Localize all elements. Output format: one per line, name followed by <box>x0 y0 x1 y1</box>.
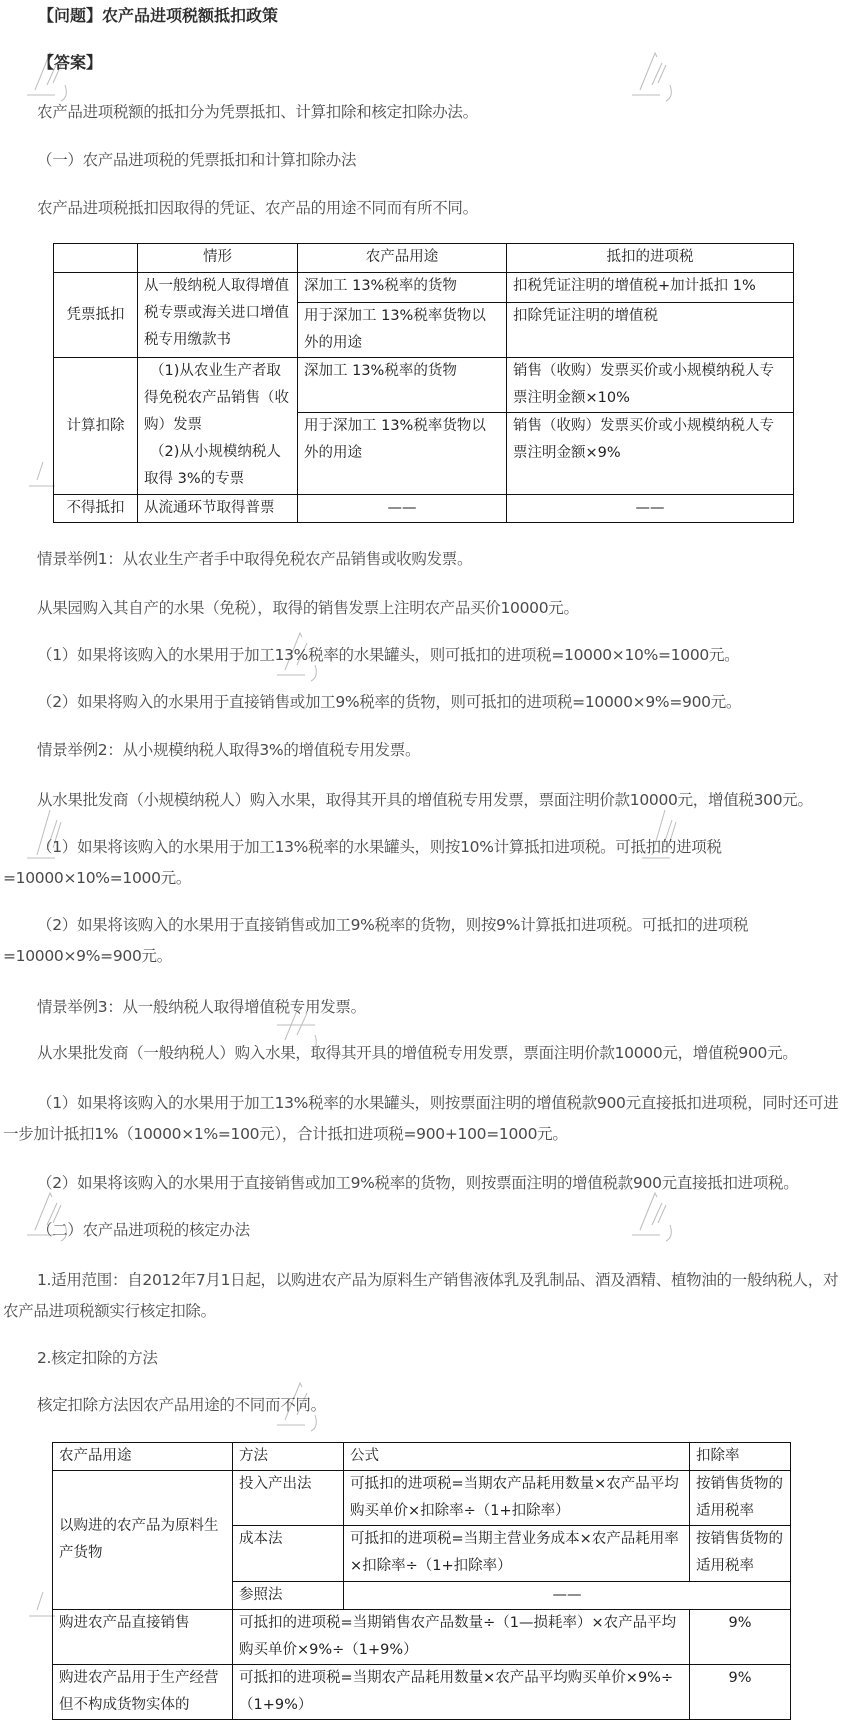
category-cell: 凭票抵扣 <box>54 273 138 358</box>
example-1-case-1: （1）如果将该购入的水果用于加工13%税率的水果罐头，则可抵扣的进项税=10000×10%=1000元。 <box>37 646 740 664</box>
situation-line: （1)从农业生产者取得免税农产品销售（收购）发票 <box>144 363 289 433</box>
use-cell: —— <box>298 495 507 523</box>
situation-line: （2)从小规模纳税人取得 3%的专票 <box>144 444 281 487</box>
table-header-cell: 农产品用途 <box>53 1443 233 1471</box>
table-row <box>54 495 794 523</box>
section2-method-title: 2.核定扣除的方法 <box>37 1349 158 1367</box>
rate-cell: 按销售货物的适用税率 <box>690 1471 791 1526</box>
table-header-cell <box>54 244 138 273</box>
category-cell: 不得抵扣 <box>54 495 138 523</box>
example-1-desc: 从果园购入其自产的水果（免税），取得的销售发票上注明农产品买价10000元。 <box>37 599 579 617</box>
formula-cell: 可抵扣的进项税=当期农产品耗用数量×农产品平均购买单价×扣除率÷（1+扣除率） <box>344 1471 690 1526</box>
rate-cell: 按销售货物的适用税率 <box>690 1526 791 1582</box>
intro-paragraph-2: 农产品进项税抵扣因取得的凭证、农产品的用途不同而有所不同。 <box>37 199 478 217</box>
formula-cell: 可抵扣的进项税=当期主营业务成本×农产品耗用率×扣除率÷（1+扣除率） <box>344 1526 690 1582</box>
table-header-row <box>54 244 794 273</box>
table-header-cell: 扣除率 <box>690 1443 791 1471</box>
method-cell: 投入产出法 <box>233 1471 344 1526</box>
deduction-methods-table <box>53 243 794 523</box>
table-header-row <box>53 1443 791 1471</box>
example-3-case-1: （1）如果将该购入的水果用于加工13%税率的水果罐头，则按票面注明的增值税款900元直接抵扣进项税，同时还可进一步加计抵扣1%（10000×1%=100元），合计抵扣进项税=900+100=1000元。 <box>3 1094 839 1143</box>
section2-title: （二）农产品进项税的核定办法 <box>37 1221 250 1239</box>
table-header-cell: 方法 <box>233 1443 344 1471</box>
table-header-cell: 公式 <box>344 1443 690 1471</box>
answer-label: 【答案】 <box>38 53 103 72</box>
deduction-cell: —— <box>507 495 794 523</box>
use-cell: 购进农产品直接销售 <box>53 1610 233 1665</box>
situation-cell: 从一般纳税人取得增值税专票或海关进口增值税专用缴款书 <box>138 273 298 358</box>
example-2-title: 情景举例2：从小规模纳税人取得3%的增值税专用发票。 <box>37 741 421 759</box>
section2-scope: 1.适用范围：自2012年7月1日起，以购进农产品为原料生产销售液体乳及乳制品、酒及酒精、植物油的一般纳税人，对农产品进项税额实行核定扣除。 <box>3 1271 839 1320</box>
situation-cell <box>138 358 298 495</box>
table-row <box>53 1471 791 1526</box>
deduction-cell: 扣除凭证注明的增值税 <box>507 303 794 358</box>
use-cell: 购进农产品用于生产经营但不构成货物实体的 <box>53 1665 233 1720</box>
use-cell: 用于深加工 13%税率货物以外的用途 <box>298 413 507 495</box>
category-cell: 计算扣除 <box>54 358 138 495</box>
formula-cell: 可抵扣的进项税=当期销售农产品数量÷（1—损耗率）×农产品平均购买单价×9%÷（1+9%） <box>233 1610 690 1665</box>
section1-title: （一）农产品进项税的凭票抵扣和计算扣除办法 <box>37 151 357 169</box>
formula-cell: 可抵扣的进项税=当期农产品耗用数量×农产品平均购买单价×9%÷（1+9%） <box>233 1665 690 1720</box>
situation-cell: 从流通环节取得普票 <box>138 495 298 523</box>
method-cell: 参照法 <box>233 1582 344 1610</box>
table-row <box>54 358 794 413</box>
example-2-desc: 从水果批发商（小规模纳税人）购入水果，取得其开具的增值税专用发票，票面注明价款10000元，增值税300元。 <box>37 791 813 809</box>
table-row <box>54 273 794 303</box>
section2-method-intro: 核定扣除方法因农产品用途的不同而不同。 <box>37 1396 326 1414</box>
verified-deduction-table <box>52 1442 791 1720</box>
example-1-title: 情景举例1：从农业生产者手中取得免税农产品销售或收购发票。 <box>37 550 473 568</box>
table-header-cell: 农产品用途 <box>298 244 507 273</box>
example-1-case-2: （2）如果将购入的水果用于直接销售或加工9%税率的货物，则可抵扣的进项税=10000×9%=900元。 <box>37 693 742 711</box>
example-3-title: 情景举例3：从一般纳税人取得增值税专用发票。 <box>37 998 366 1016</box>
rate-cell: 9% <box>690 1665 791 1720</box>
example-3-case-2: （2）如果将该购入的水果用于直接销售或加工9%税率的货物，则按票面注明的增值税款900元直接抵扣进项税。 <box>37 1174 799 1192</box>
formula-cell: —— <box>344 1582 791 1610</box>
use-cell: 以购进的农产品为原料生产货物 <box>53 1471 233 1610</box>
example-2-case-1: （1）如果将该购入的水果用于加工13%税率的水果罐头，则按10%计算抵扣进项税。可抵扣的进项税=10000×10%=1000元。 <box>3 838 722 887</box>
example-3-desc: 从水果批发商（一般纳税人）购入水果，取得其开具的增值税专用发票，票面注明价款10000元，增值税900元。 <box>37 1044 798 1062</box>
example-2-case-2: （2）如果将该购入的水果用于直接销售或加工9%税率的货物，则按9%计算抵扣进项税。可抵扣的进项税=10000×9%=900元。 <box>3 916 749 965</box>
deduction-cell: 扣税凭证注明的增值税+加计抵扣 1% <box>507 273 794 303</box>
use-cell: 深加工 13%税率的货物 <box>298 273 507 303</box>
use-cell: 用于深加工 13%税率货物以外的用途 <box>298 303 507 358</box>
rate-cell: 9% <box>690 1610 791 1665</box>
use-cell: 深加工 13%税率的货物 <box>298 358 507 413</box>
table-row <box>53 1665 791 1720</box>
table-header-cell: 情形 <box>138 244 298 273</box>
watermark-icon <box>630 45 690 105</box>
question-title: 【问题】农产品进项税额抵扣政策 <box>38 6 279 25</box>
deduction-cell: 销售（收购）发票买价或小规模纳税人专票注明金额×10% <box>507 358 794 413</box>
method-cell: 成本法 <box>233 1526 344 1582</box>
table-row <box>53 1610 791 1665</box>
intro-paragraph: 农产品进项税额的抵扣分为凭票抵扣、计算扣除和核定扣除办法。 <box>37 103 478 121</box>
table-header-cell: 抵扣的进项税 <box>507 244 794 273</box>
deduction-cell: 销售（收购）发票买价或小规模纳税人专票注明金额×9% <box>507 413 794 495</box>
